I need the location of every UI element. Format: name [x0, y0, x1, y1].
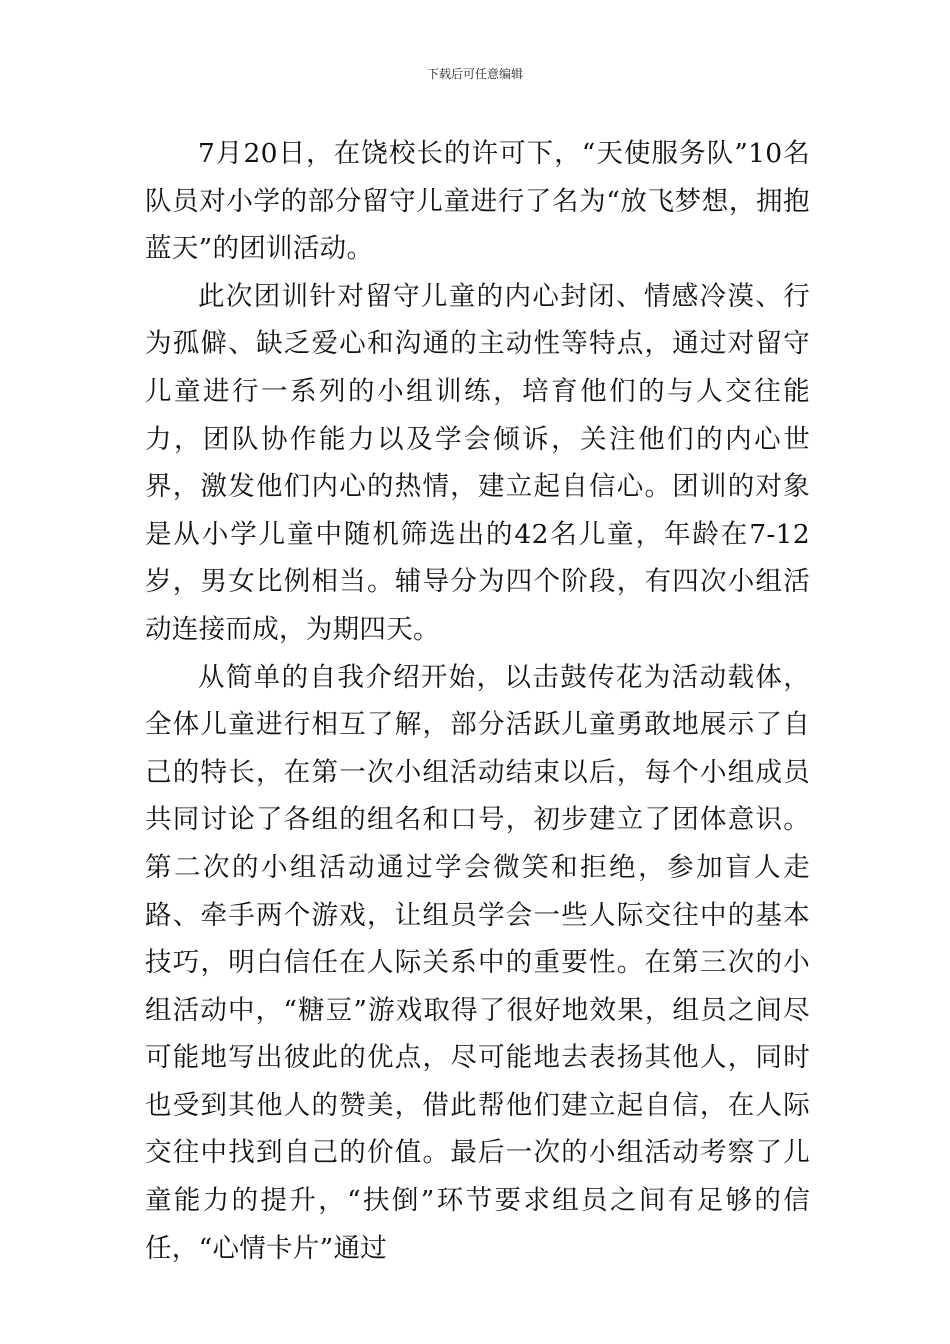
- page-header: 下载后可任意编辑: [426, 67, 523, 81]
- paragraph-3: 从简单的自我介绍开始，以击鼓传花为活动载体，全体儿童进行相互了解，部分活跃儿童勇敢地展示了自己的特长，在第一次小组活动结束以后，每个小组成员共同讨论了各组的组名和口号，初步建立了团体意识。第二次的小组活动通过学会微笑和拒绝，参加盲人走路、牵手两个游戏，让组员学会一些人际交往中的基本技巧，明白信任在人际关系中的重要性。在第三次的小组活动中，“糖豆”游戏取得了很好地效果，组员之间尽可能地写出彼此的优点，尽可能地去表扬其他人，同时也受到其他人的赞美，借此帮他们建立起自信，在人际交往中找到自己的价值。最后一次的小组活动考察了儿童能力的提升，“扶倒”环节要求组员之间有足够的信任，“心情卡片”通过: [145, 661, 810, 1264]
- paragraph-1: 7月20日，在饶校长的许可下，“天使服务队”10名队员对小学的部分留守儿童进行了名为“放飞梦想，拥抱蓝天”的团训活动。: [145, 138, 810, 265]
- document-body: [145, 130, 810, 1272]
- paragraph-2: 此次团训针对留守儿童的内心封闭、情感冷漠、行为孤僻、缺乏爱心和沟通的主动性等特点，通过对留守儿童进行一系列的小组训练，培育他们的与人交往能力，团队协作能力以及学会倾诉，关注他们的内心世界，激发他们内心的热情，建立起自信心。团训的对象是从小学儿童中随机筛选出的42名儿童，年龄在7-12岁，男女比例相当。辅导分为四个阶段，有四次小组活动连接而成，为期四天。: [145, 280, 810, 645]
